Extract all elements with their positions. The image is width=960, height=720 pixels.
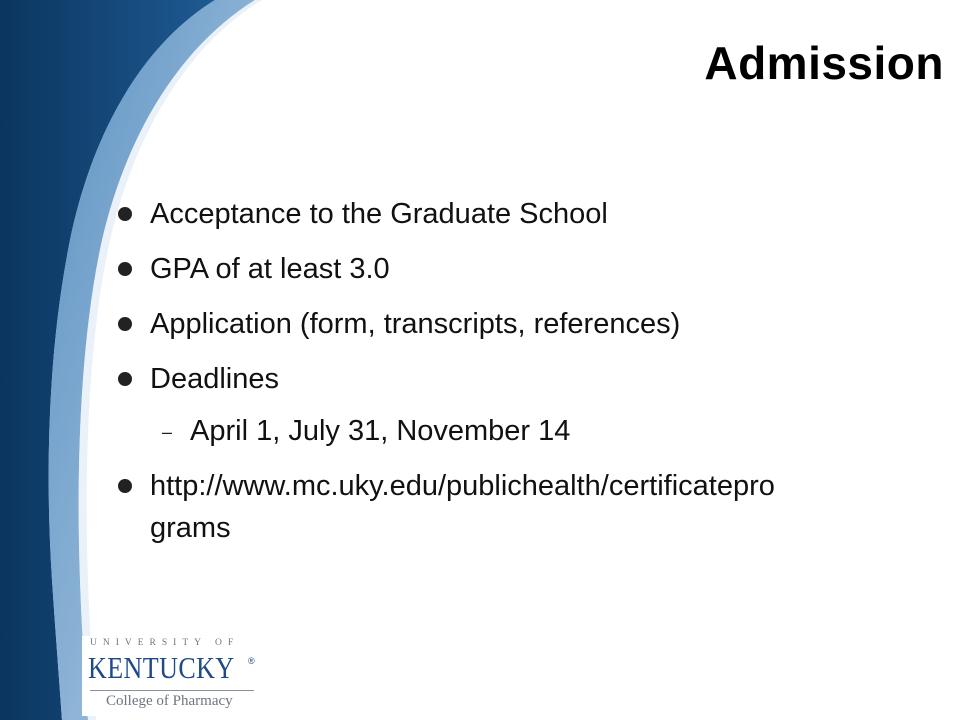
- bullet-dot: [118, 317, 132, 331]
- sub-bullet-item: April 1, July 31, November 14: [190, 415, 571, 447]
- logo-registered-mark: ®: [248, 656, 255, 666]
- bullet-item: Application (form, transcripts, references): [150, 308, 681, 340]
- logo-divider: [90, 690, 254, 691]
- sub-bullet-dash: –: [162, 422, 173, 442]
- bullet-item: GPA of at least 3.0: [150, 253, 390, 285]
- logo-university-of: UNIVERSITY OF: [90, 638, 240, 648]
- bullet-dot: [118, 372, 132, 386]
- slide-title: Admission: [704, 37, 944, 89]
- bullet-dot: [118, 207, 132, 221]
- bullet-item: Deadlines: [150, 363, 279, 395]
- logo-kentucky: KENTUCKY: [88, 650, 235, 685]
- url-link-line1[interactable]: http://www.mc.uky.edu/publichealth/certificatepro: [150, 470, 775, 502]
- bullet-item: Acceptance to the Graduate School: [150, 198, 608, 230]
- logo-college: College of Pharmacy: [106, 693, 233, 709]
- bullet-dot: [118, 262, 132, 276]
- url-link-line2[interactable]: grams: [150, 512, 231, 544]
- university-logo: [82, 636, 260, 716]
- bullet-dot: [118, 479, 132, 493]
